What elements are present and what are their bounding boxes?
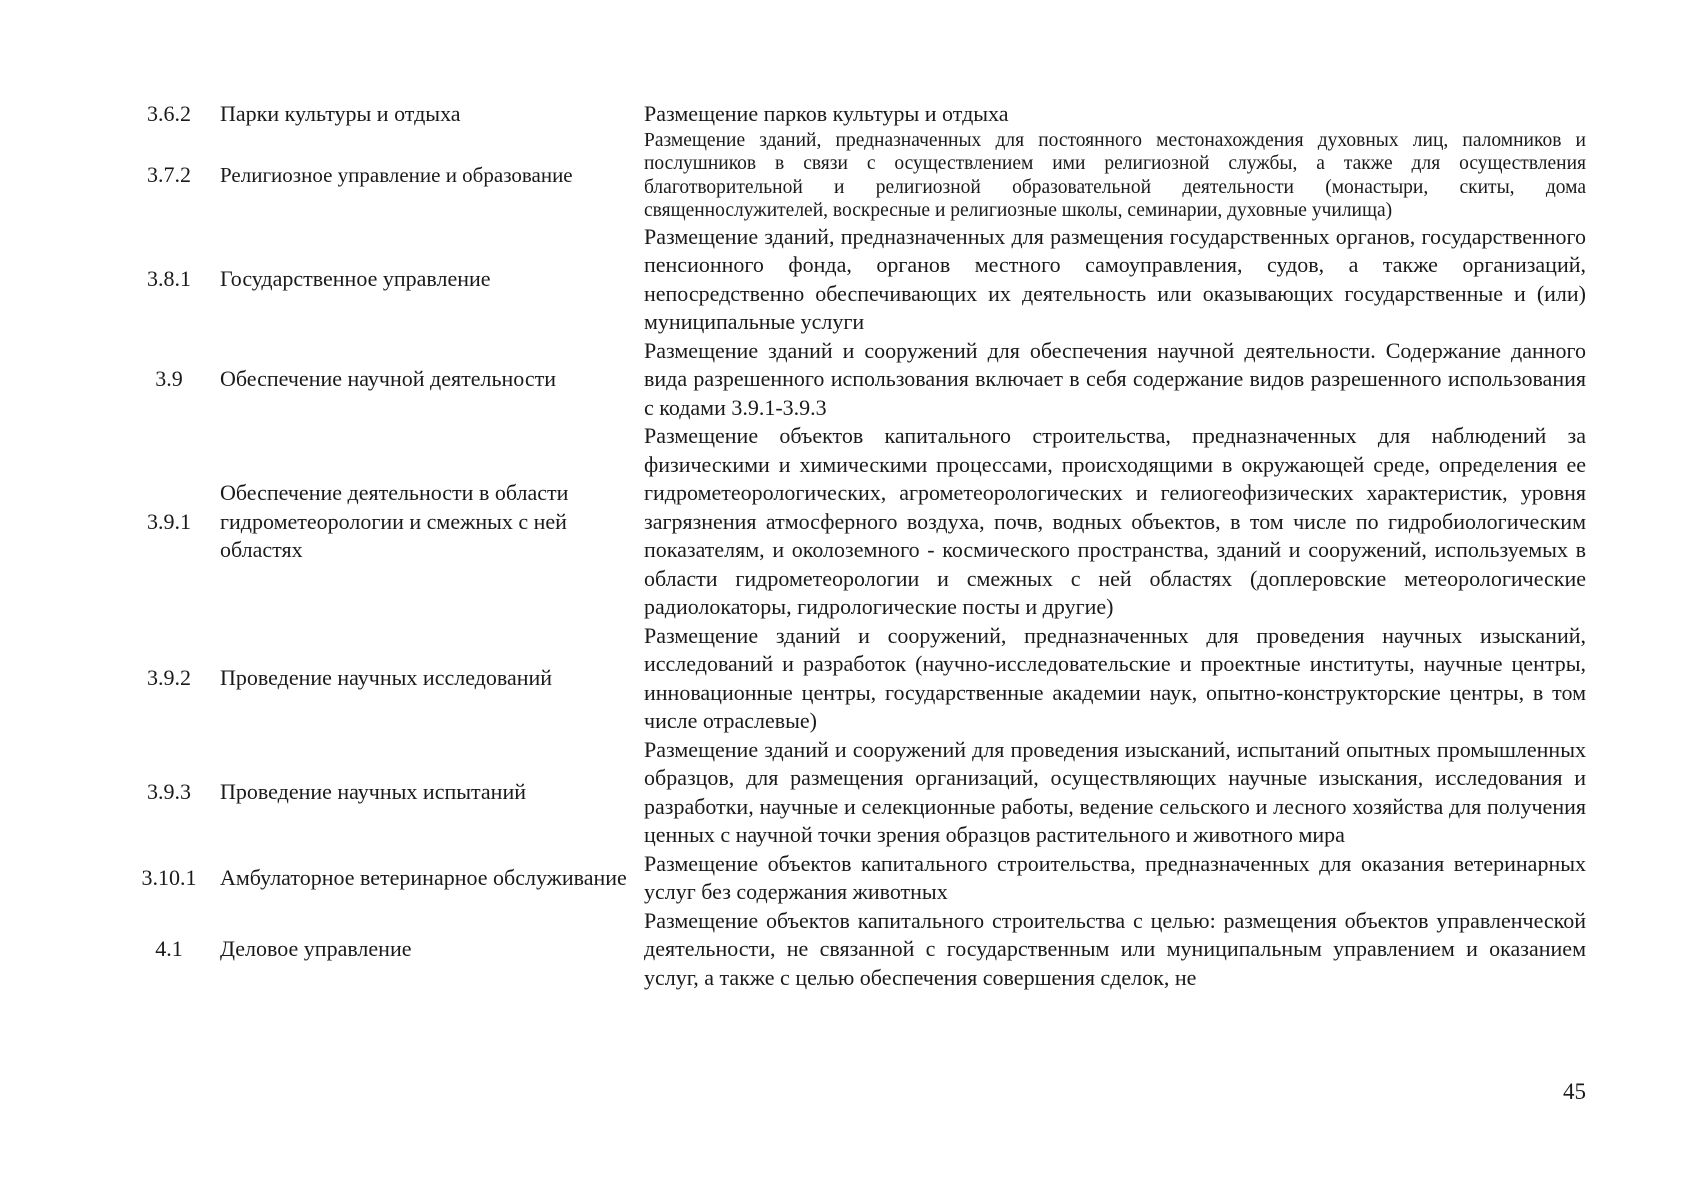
- row-description: Размещение объектов капитального строительства, предназначенных для оказания ветеринарных услуг без содержания животных: [644, 850, 1586, 904]
- row-code: 3.9: [155, 366, 183, 391]
- table-row: [118, 736, 1586, 850]
- row-name: Обеспечение деятельности в области гидрометеорологии и смежных с ней областях: [220, 480, 569, 562]
- row-description: Размещение объектов капитального строительства, предназначенных для наблюдений за физическими и химическими процессами, происходящими в окружающей среде, определения ее гидрометеорологических, агрометеорологических и гелиогеофизических характеристик, уровня загрязнения атмосферного воздуха, почв, водных объектов, в том числе по гидробиологическим показателям, и околоземного - космического пространства, зданий и сооружений, используемых в области гидрометеорологии и смежных с ней областях (доплеровские метеорологические радиолокаторы, гидрологические посты и другие): [644, 423, 1586, 619]
- row-description: Размещение объектов капитального строительства с целью: размещения объектов управленческой деятельности, не связанной с государственным или муниципальным управлением и оказанием услуг, а также с целью обеспечения совершения сделок, не: [644, 907, 1586, 990]
- row-code: 3.9.2: [147, 665, 191, 691]
- row-description: Размещение зданий, предназначенных для постоянного местонахождения духовных лиц, паломников и послушников в связи с осуществлением ими религиозной службы, а также для осуществления благотворительной и религиозной образовательной деятельности (монастыри, скиты, дома священнослужителей, воскресные и религиозные школы, семинарии, духовные училища): [644, 129, 1586, 221]
- table-row: [118, 422, 1586, 622]
- table-row: [118, 223, 1586, 337]
- row-name: Парки культуры и отдыха: [220, 101, 461, 126]
- row-code: 3.6.2: [147, 101, 191, 126]
- row-name: Религиозное управление и образование: [220, 163, 573, 188]
- table-row: [118, 337, 1586, 423]
- row-name: Проведение научных испытаний: [220, 779, 526, 805]
- row-description: Размещение парков культуры и отдыха: [644, 101, 1009, 126]
- row-description: Размещение зданий, предназначенных для размещения государственных органов, государственного пенсионного фонда, органов местного самоуправления, судов, а также организаций, непосредственно обеспечивающих их деятельность или оказывающих государственные и (или) муниципальные услуги: [644, 223, 1586, 334]
- table-row: [118, 100, 1586, 129]
- row-code: 3.8.1: [147, 266, 191, 292]
- table-row: [118, 622, 1586, 736]
- page-number: 45: [1563, 1079, 1586, 1104]
- row-name: Обеспечение научной деятельности: [220, 366, 556, 391]
- land-use-table: [118, 100, 1586, 992]
- row-name: Амбулаторное ветеринарное обслуживание: [220, 864, 627, 890]
- row-code: 3.9.1: [147, 508, 191, 534]
- row-description: Размещение зданий и сооружений, предназначенных для проведения научных изысканий, исследований и разработок (научно-исследовательские и проектные институты, научные центры, инновационные центры, государственные академии наук, опытно-конструкторские центры, в том числе отраслевые): [644, 622, 1586, 733]
- row-description: Размещение зданий и сооружений для обеспечения научной деятельности. Содержание данного вида разрешенного использования включает в себя содержание видов разрешенного использования с кодами 3.9.1-3.9.3: [644, 337, 1586, 420]
- row-description: Размещение зданий и сооружений для проведения изысканий, испытаний опытных промышленных образцов, для размещения организаций, осуществляющих научные изыскания, исследования и разработки, научные и селекционные работы, ведение сельского и лесного хозяйства для получения ценных с научной точки зрения образцов растительного и животного мира: [644, 736, 1586, 847]
- row-code: 3.9.3: [147, 779, 191, 805]
- table-row: [118, 129, 1586, 223]
- row-name: Проведение научных исследований: [220, 665, 553, 691]
- row-code: 3.7.2: [147, 162, 191, 188]
- row-name: Деловое управление: [220, 936, 412, 961]
- table-row: [118, 850, 1586, 907]
- table-row: [118, 907, 1586, 993]
- row-code: 3.10.1: [141, 864, 197, 890]
- row-code: 4.1: [155, 936, 183, 961]
- row-name: Государственное управление: [220, 266, 491, 292]
